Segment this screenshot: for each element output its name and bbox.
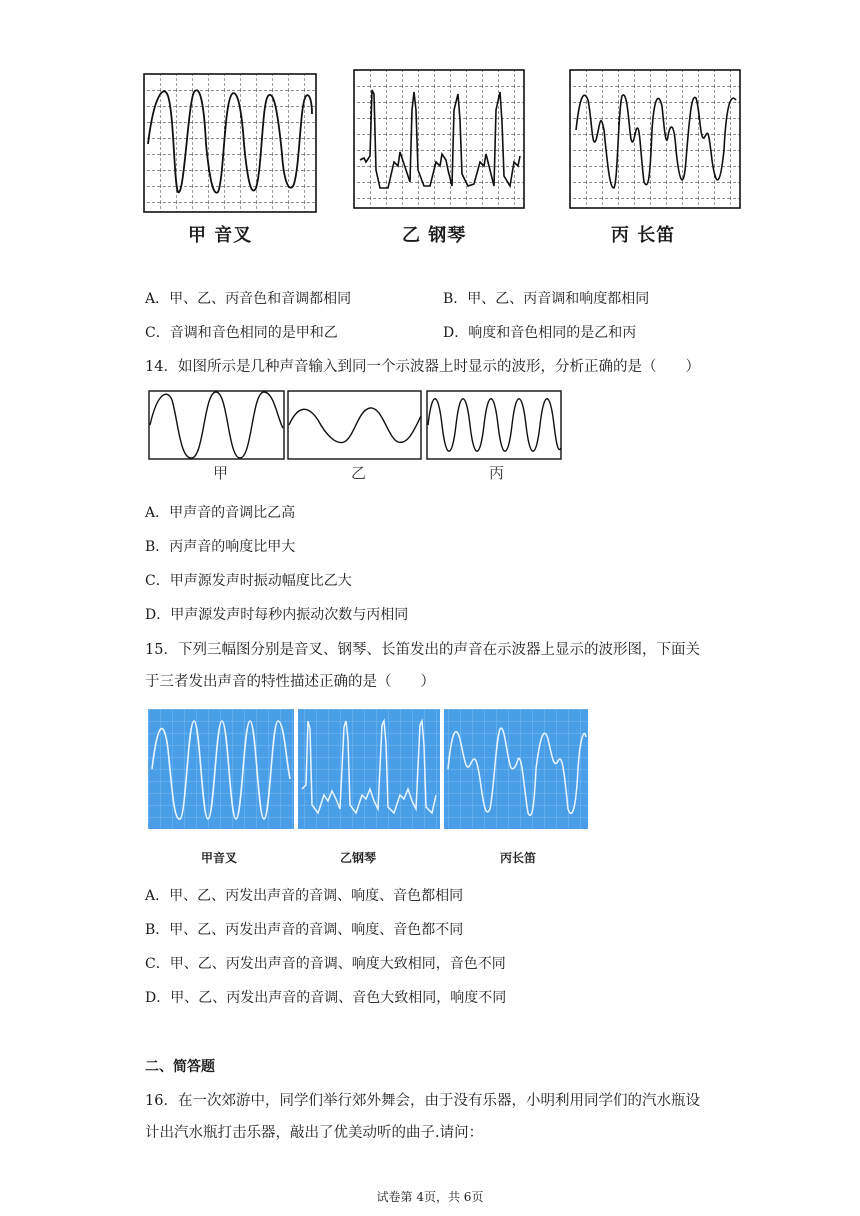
q15-caption-3: 丙长笛 xyxy=(500,851,537,865)
q14-caption-bing: 丙 xyxy=(489,464,505,482)
q14-wave-yi xyxy=(288,391,421,459)
q13-option-d[interactable]: D．响度和音色相同的是乙和丙 xyxy=(443,325,637,341)
q16-line-2: 计出汽水瓶打击乐器，敲出了优美动听的曲子.请问： xyxy=(145,1125,484,1141)
q13-caption-2: 乙 钢琴 xyxy=(402,225,467,246)
section-title: 二、简答题 xyxy=(145,1059,215,1075)
q14-figure xyxy=(148,390,564,462)
q13-option-c[interactable]: C．音调和音色相同的是甲和乙 xyxy=(145,325,338,341)
q15-option-d[interactable]: D．甲、乙、丙发出声音的音调、音色大致相同，响度不同 xyxy=(145,990,507,1006)
q14-stem: 14．如图所示是几种声音输入到同一个示波器上时显示的波形，分析正确的是（ ） xyxy=(145,359,700,375)
q14-option-c[interactable]: C．甲声源发声时振动幅度比乙大 xyxy=(145,573,352,589)
q13-figure xyxy=(140,68,750,218)
q15-option-b[interactable]: B．甲、乙、丙发出声音的音调、响度、音色都不同 xyxy=(145,922,464,938)
q14-wave-bing xyxy=(427,391,561,459)
q15-caption-2: 乙钢琴 xyxy=(340,851,377,865)
q13-option-b[interactable]: B．甲、乙、丙音调和响度都相同 xyxy=(443,291,650,307)
q15-stem-line-1: 15．下列三幅图分别是音叉、钢琴、长笛发出的声音在示波器上显示的波形图，下面关 xyxy=(145,642,700,658)
q14-option-d[interactable]: D．甲声源发声时每秒内振动次数与丙相同 xyxy=(145,607,409,623)
q13-scope-flute xyxy=(570,70,740,208)
q14-option-b[interactable]: B．丙声音的响度比甲大 xyxy=(145,539,296,555)
q15-scope-tuning-fork xyxy=(148,709,294,829)
q15-caption-1: 甲音叉 xyxy=(201,851,238,865)
q13-scope-piano xyxy=(354,70,524,208)
page-footer: 试卷第 4页，共 6页 xyxy=(376,1190,484,1204)
q13-option-a[interactable]: A．甲、乙、丙音色和音调都相同 xyxy=(145,291,352,307)
q14-option-a[interactable]: A．甲声音的音调比乙高 xyxy=(145,505,296,521)
q13-caption-1: 甲 音叉 xyxy=(188,225,253,246)
q14-caption-jia: 甲 xyxy=(213,464,229,482)
q15-stem-line-2: 于三者发出声音的特性描述正确的是（ ） xyxy=(145,674,435,690)
q13-scope-tuning-fork xyxy=(144,74,316,212)
q16-line-1: 16．在一次郊游中，同学们举行郊外舞会，由于没有乐器，小明利用同学们的汽水瓶设 xyxy=(145,1093,700,1109)
q13-caption-3: 丙 长笛 xyxy=(611,225,676,246)
q14-wave-jia xyxy=(149,391,284,459)
q14-caption-yi: 乙 xyxy=(351,464,367,482)
q15-scope-piano xyxy=(298,709,440,829)
q15-option-c[interactable]: C．甲、乙、丙发出声音的音调、响度大致相同，音色不同 xyxy=(145,956,506,972)
q15-figure xyxy=(148,709,590,831)
q15-option-a[interactable]: A．甲、乙、丙发出声音的音调、响度、音色都相同 xyxy=(145,888,464,904)
q15-scope-flute xyxy=(444,709,588,829)
